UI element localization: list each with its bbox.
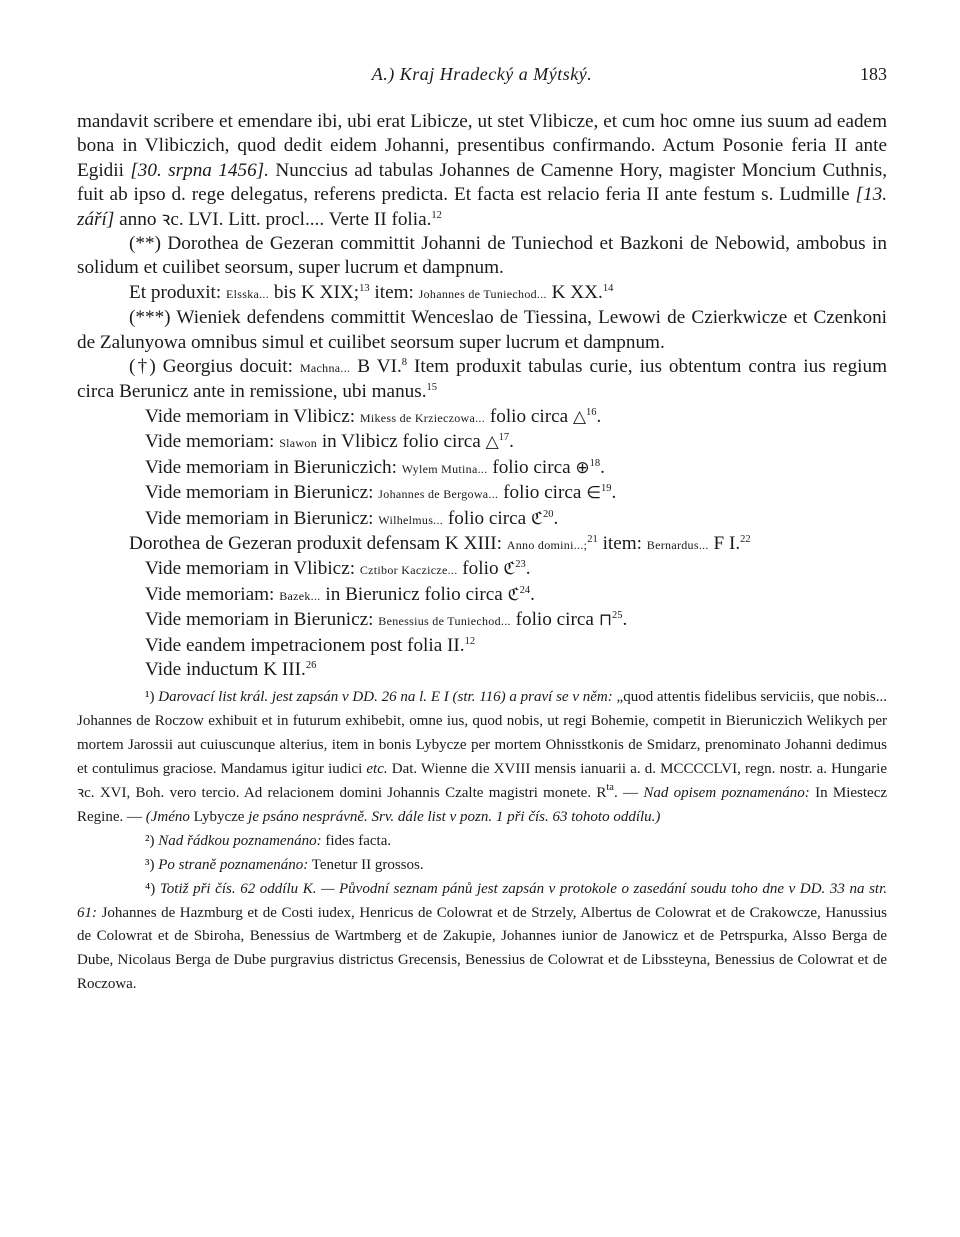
vide-line: Vide memoriam: Slawon in Vlibicz folio circa △$^{17}$.: [145, 431, 514, 453]
footnote-ref: 12: [431, 209, 442, 221]
triangle-icon: △: [485, 432, 499, 453]
footnote-3: ³) Po straně poznamenáno: Tenetur II grossos.: [145, 856, 424, 873]
running-title: A.) Kraj Hradecký a Mýtský.: [371, 64, 593, 84]
footnote-2: ²) Nad řádkou poznamenáno: fides facta.: [145, 832, 392, 849]
main-text: [77, 110, 887, 682]
bracket-mark-icon: ⊓: [598, 610, 612, 631]
footnote-1: ¹) Darovací list král. jest zapsán v DD. 26 na l. E I (str. 116) a praví se v něm: „quod attentis fidelibus serviciis, que nobis... Johannes de Roczow exhibuit et in futurum exhibebit, omne ius, quod nobis, ut regi Bohemie, competit in Bieruniczich Welikych per mortem Jarossii aut cuiuscunque alterius, item in bonis Lybycze per mortem Ohnisstkonis de Smidarz, prenominato Johanni dedimus et contulimus graciose. Mandamus igitur iudici etc. Dat. Wienne die XVIII mensis ianuarii a. d. MCCCCLVI, regn. nostr. a. Hungarie ꝛc. XVI, Boh. vero tercio. Ad relacionem domini Johannis Czalte magistri monete. $R^{ta}$. — Nad opisem poznamenáno: In Miestecz Regine. — (Jméno Lybycze je psáno nesprávně. Srv. dále list v pozn. 1 při čís. 63 tohoto oddílu.): [77, 689, 888, 825]
paragraph: Dorothea de Gezeran produxit defensam K XIII: Anno domini...;$^{21}$ item: Bernardus... F I.$^{22}$: [129, 532, 751, 554]
vide-line: Vide memoriam in Vlibicz: Cztibor Kaczicze... folio ℭ$^{23}$.: [145, 558, 531, 580]
vide-line: Vide memoriam in Bierunicz: Benessius de Tuniechod... folio circa ⊓$^{25}$.: [145, 609, 628, 631]
element-of-icon: ∈: [586, 483, 602, 504]
footnotes: [77, 686, 887, 997]
paragraph: (**) Dorothea de Gezeran committit Johanni de Tuniechod et Bazkoni de Nebowid, ambobus in solidum et cuilibet seorsum, super lucrum et dampnum.: [77, 233, 887, 279]
vide-line: Vide memoriam in Bierunicz: Johannes de Bergowa... folio circa ∈$^{19}$.: [145, 482, 617, 504]
hook-c-icon: ℭ: [503, 559, 516, 580]
page-header: [77, 58, 887, 88]
vide-line: Vide memoriam in Bierunicz: Wilhelmus... folio circa ℭ$^{20}$.: [145, 507, 559, 529]
paragraph: (***) Wieniek defendens committit Wenceslao de Tiessina, Lewowi de Czierkwicze et Czenkoni de Zalunyowa omnibus simul et cuilibet seorsum super lucrum et dampnum.: [77, 307, 887, 353]
hook-c-icon: ℭ: [530, 508, 543, 529]
footnote-4: ⁴) Totiž při čís. 62 oddílu K. — Původní seznam pánů jest zapsán v protokole o zasedání soudu toho dne v DD. 33 na str. 61: Johannes de Hazmburg et de Costi iudex, Henricus de Colowrat et de Strzely, Albertus de Colowrat et de Crakowcze, Hanussius de Colowrat et de Sbiroha, Benessius de Wartmberg et de Zakupie, Johannes iunior de Janowicz et de Petrspurka, Alsso Berga de Dube, Nicolaus Berga de Dube purgravius districtus Grecensis, Benessius de Colowrat et de Libssteyna, Benessius de Colowrat et de Roczowa.: [77, 880, 888, 993]
document-page: [77, 58, 887, 997]
circle-cross-icon: ⊕: [575, 457, 590, 478]
page-number: 183: [860, 64, 887, 84]
paragraph: (†) Georgius docuit: Machna... B VI.$^8$ Item produxit tabulas curie, ius obtentum contra ius regium circa Berunicz ante in remissione, ubi manus.$^{15}$: [77, 356, 888, 403]
vide-line: Vide memoriam in Vlibicz: Mikess de Krzieczowa... folio circa △$^{16}$.: [145, 405, 602, 427]
vide-line: Vide eandem impetracionem post folia II.$^{12}$: [145, 634, 476, 656]
paragraph: mandavit scribere et emendare ibi, ubi erat Libicze, ut stet Vlibicze, et cum hoc omne ius suum ad eadem bona in Vlibiczich, quod dedit eidem Johanni, presentibus confirmando. Actum Posonie feria II ante Egidii [30. srpna 1456]. Nunccius ad tabulas Johannes de Camenne Hory, magister Moncium Cuthnis, fuit ab ipso d. rege delegatus, referens predicta. Et facta est relacio feria II ante festum s. Ludmille [13. září] anno ꝛc. LVI. Litt. procl.... Verte II folia.$^{12}$: [77, 111, 887, 230]
hook-c-icon: ℭ: [507, 584, 520, 605]
vide-line: Vide inductum K III.$^{26}$: [145, 658, 317, 680]
paragraph: Et produxit: Elsska... bis K XIX;$^{13}$ item: Johannes de Tuniechod... K XX.$^{14}$: [129, 281, 614, 303]
vide-line: Vide memoriam: Bazek... in Bierunicz folio circa ℭ$^{24}$.: [145, 583, 535, 605]
triangle-icon: △: [572, 406, 587, 427]
vide-line: Vide memoriam in Bieruniczich: Wylem Mutina... folio circa ⊕$^{18}$.: [145, 456, 605, 478]
